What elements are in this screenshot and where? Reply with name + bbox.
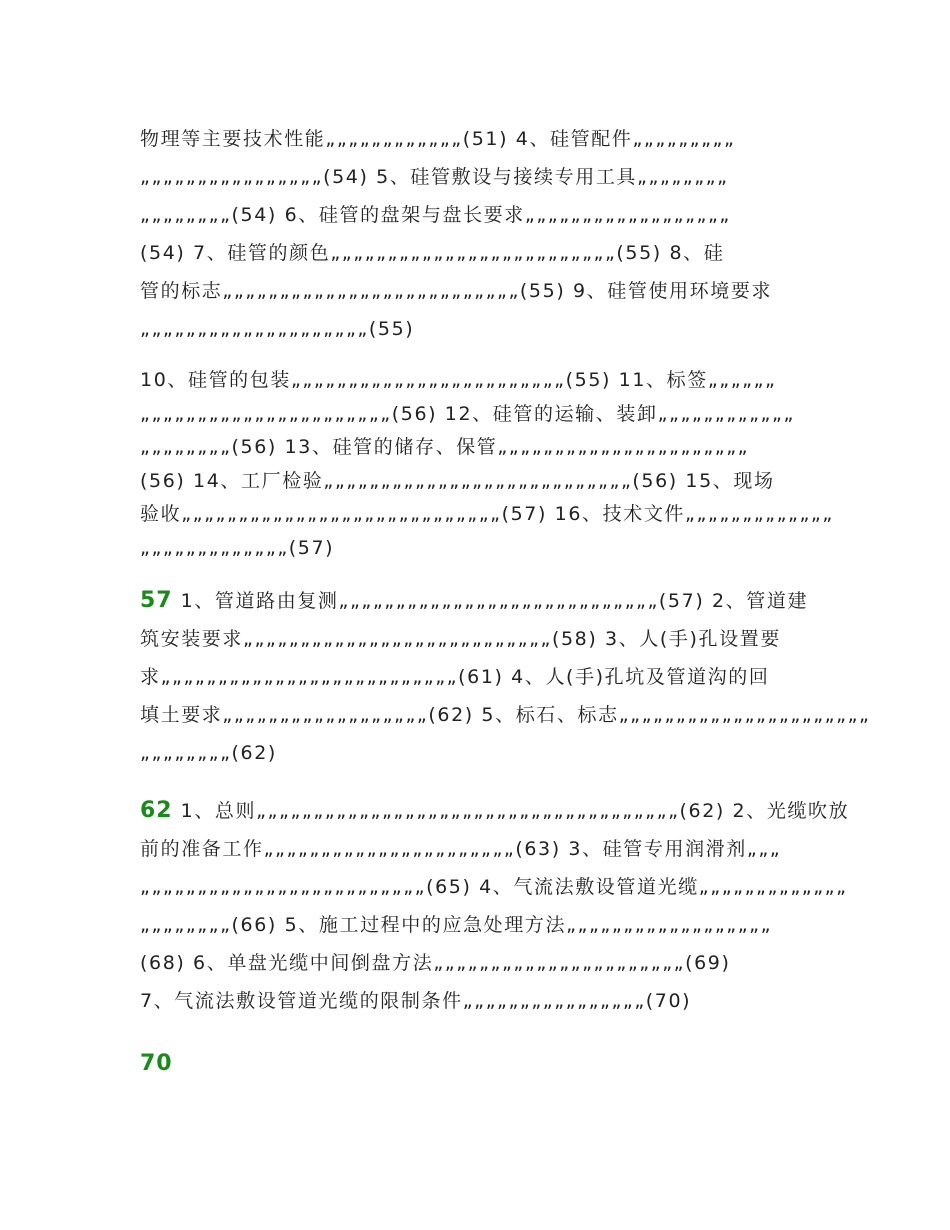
toc-page <box>140 120 871 1084</box>
toc-line: 填土要求„„„„„„„„„„„„„„„„„„(62) 5、标石、标志„„„„„„„„„„„„„„„„„„„„„„ <box>140 703 871 726</box>
section-page-number: 70 <box>140 1050 173 1076</box>
toc-line: „„„„„„„„„„„„„„„„(54) 5、硅管敷设与接续专用工具„„„„„„„„ <box>140 166 729 188</box>
toc-line: 验收„„„„„„„„„„„„„„„„„„„„„„„„„„„„(57) 16、技术文件„„„„„„„„„„„„„ <box>140 503 834 526</box>
toc-line: „„„„„„„„(56) 13、硅管的储存、保管„„„„„„„„„„„„„„„„„„„„„„ <box>140 436 750 459</box>
toc-line <box>140 582 812 620</box>
toc-line: „„„„„„„„„„„„„(57) <box>140 536 335 559</box>
toc-line: 筑安装要求„„„„„„„„„„„„„„„„„„„„„„„„„„„(58) 3、人(手)孔设置要 <box>140 627 781 650</box>
toc-line: „„„„„„„„„„„„„„„„„„„„„„(56) 12、硅管的运输、装卸„„„„„„„„„„„„ <box>140 402 795 425</box>
toc-line: 求„„„„„„„„„„„„„„„„„„„„„„„„„„(61) 4、人(手)孔坑及管道沟的回 <box>140 665 770 688</box>
toc-paragraph-1 <box>140 120 812 348</box>
toc-line: „„„„„„„„„„„„„„„„„„„„„„„„„(65) 4、气流法敷设管道光缆„„„„„„„„„„„„„ <box>140 875 848 898</box>
toc-line: „„„„„„„„„„„„„„„„„„„„(55) <box>140 318 415 340</box>
toc-paragraph-3 <box>140 582 871 772</box>
toc-line-text: 1、总则„„„„„„„„„„„„„„„„„„„„„„„„„„„„„„„„„„„„„(62) 2、光缆吹放 <box>180 799 850 822</box>
toc-paragraph-4 <box>140 792 850 1020</box>
section-page-number: 62 <box>140 797 173 823</box>
toc-line <box>140 792 850 830</box>
toc-line: 10、硅管的包装„„„„„„„„„„„„„„„„„„„„„„„„(55) 11、标签„„„„„„ <box>140 369 777 391</box>
toc-line: 管的标志„„„„„„„„„„„„„„„„„„„„„„„„„„(55) 9、硅管使用环境要求 <box>140 280 773 302</box>
toc-line-text: 1、管道路由复测„„„„„„„„„„„„„„„„„„„„„„„„„„„„(57) 2、管道建 <box>180 589 809 612</box>
toc-line: 物理等主要技术性能„„„„„„„„„„„„(51) 4、硅管配件„„„„„„„„„ <box>140 128 736 150</box>
toc-line: „„„„„„„„(54) 6、硅管的盘架与盘长要求„„„„„„„„„„„„„„„„„„ <box>140 204 731 226</box>
toc-line: 前的准备工作„„„„„„„„„„„„„„„„„„„„„„(63) 3、硅管专用润滑剂„„„ <box>140 837 782 860</box>
toc-line: 7、气流法敷设管道光缆的限制条件„„„„„„„„„„„„„„„„(70) <box>140 989 692 1012</box>
toc-line: (54) 7、硅管的颜色„„„„„„„„„„„„„„„„„„„„„„„„„(55) 8、硅 <box>140 242 725 264</box>
toc-line: „„„„„„„„(66) 5、施工过程中的应急处理方法„„„„„„„„„„„„„„„„„„ <box>140 913 773 936</box>
toc-line: „„„„„„„„(62) <box>140 741 277 764</box>
section-page-number: 57 <box>140 587 173 613</box>
toc-line: (68) 6、单盘光缆中间倒盘方法„„„„„„„„„„„„„„„„„„„„„„(69) <box>140 951 731 974</box>
toc-line: (56) 14、工厂检验„„„„„„„„„„„„„„„„„„„„„„„„„„„(56) 15、现场 <box>140 469 775 492</box>
toc-paragraph-2 <box>140 364 834 566</box>
